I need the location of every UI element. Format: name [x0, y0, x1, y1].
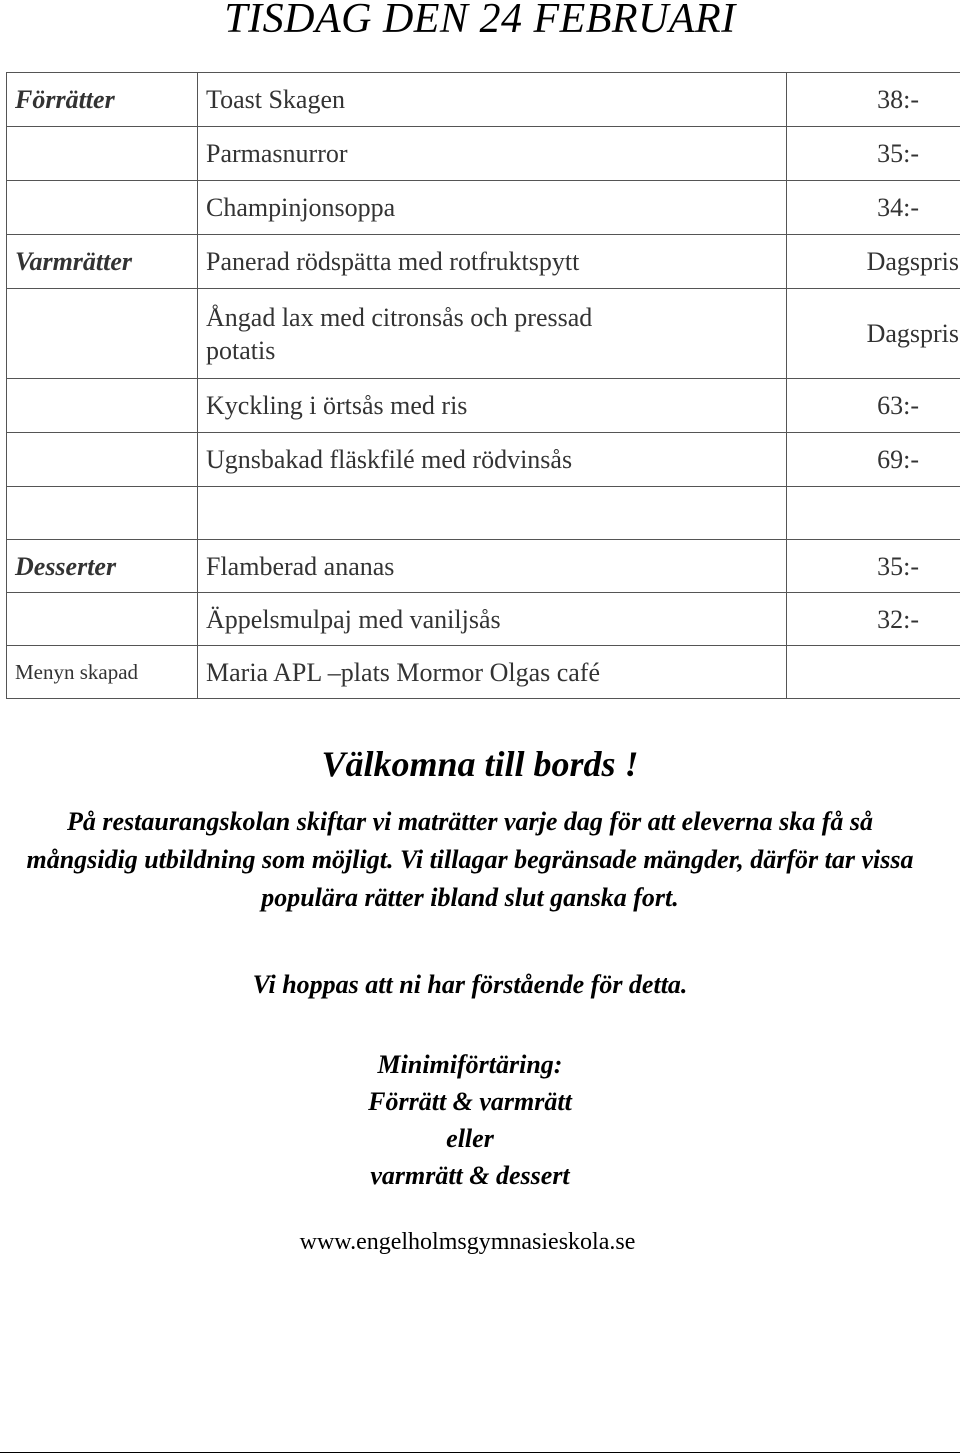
dish-price: 38:-: [787, 73, 960, 127]
category-label: Förrätter: [7, 73, 198, 127]
menu-table: [6, 72, 960, 699]
category-label: [7, 289, 198, 379]
dish-price: Dagspris: [787, 235, 960, 289]
dish-name: Ugnsbakad fläskfilé med rödvinsås: [198, 433, 787, 487]
dish-price: 63:-: [787, 379, 960, 433]
category-label: [7, 487, 198, 540]
category-label: [7, 181, 198, 235]
dish-name: Toast Skagen: [198, 73, 787, 127]
dish-price: 35:-: [787, 540, 960, 593]
website-link[interactable]: www.engelholmsgymnasieskola.se: [299, 1229, 636, 1255]
menu-row: [7, 433, 960, 487]
dish-name: Panerad rödspätta med rotfruktspytt: [198, 235, 787, 289]
dish-name: Parmasnurror: [198, 127, 787, 181]
menu-row: [7, 379, 960, 433]
minimum-option-1: Förrätt & varmrätt: [368, 1087, 572, 1116]
dish-name: Äppelsmulpaj med vaniljsås: [198, 593, 787, 646]
info-paragraph: På restaurangskolan skiftar vi maträtter varje dag för att eleverna ska få så mångsidig utbildning som möjligt. Vi tillagar begränsade mängder, därför tar vissa populära rätter ibland slut ganska fort.: [26, 807, 914, 912]
menu-row: [7, 235, 960, 289]
menu-row: [7, 289, 960, 379]
hope-text: Vi hoppas att ni har förstående för detta.: [252, 970, 688, 999]
dish-price: Dagspris: [787, 289, 960, 379]
dish-price: [787, 487, 960, 540]
category-label: Desserter: [7, 540, 198, 593]
minimum-order-block: [0, 1046, 940, 1194]
footer-divider: [0, 1452, 960, 1453]
menu-row: [7, 181, 960, 235]
credits-text: Maria APL –plats Mormor Olgas café: [198, 646, 787, 699]
dish-name: Ångad lax med citronsås och pressad potatis: [198, 289, 787, 379]
menu-row-credits: [7, 646, 960, 699]
page-title: TISDAG DEN 24 FEBRUARI: [224, 0, 736, 42]
minimum-or: eller: [446, 1124, 494, 1153]
category-label: [7, 433, 198, 487]
menu-row: [7, 127, 960, 181]
credits-label: Menyn skapad: [7, 646, 198, 699]
dish-name: Kyckling i örtsås med ris: [198, 379, 787, 433]
minimum-option-2: varmrätt & dessert: [370, 1161, 570, 1190]
dish-name: [198, 487, 787, 540]
minimum-heading: Minimiförtäring:: [377, 1050, 563, 1079]
dish-name: Flamberad ananas: [198, 540, 787, 593]
menu-row: [7, 73, 960, 127]
menu-row: [7, 593, 960, 646]
category-label: [7, 127, 198, 181]
category-label: Varmrätter: [7, 235, 198, 289]
category-label: [7, 379, 198, 433]
welcome-heading: Välkomna till bords !: [321, 744, 639, 784]
category-label: [7, 593, 198, 646]
dish-price: 35:-: [787, 127, 960, 181]
dish-name: Champinjonsoppa: [198, 181, 787, 235]
dish-price: 69:-: [787, 433, 960, 487]
menu-row: [7, 540, 960, 593]
dish-price: 32:-: [787, 593, 960, 646]
dish-price: 34:-: [787, 181, 960, 235]
dish-price: [787, 646, 960, 699]
menu-row-empty: [7, 487, 960, 540]
